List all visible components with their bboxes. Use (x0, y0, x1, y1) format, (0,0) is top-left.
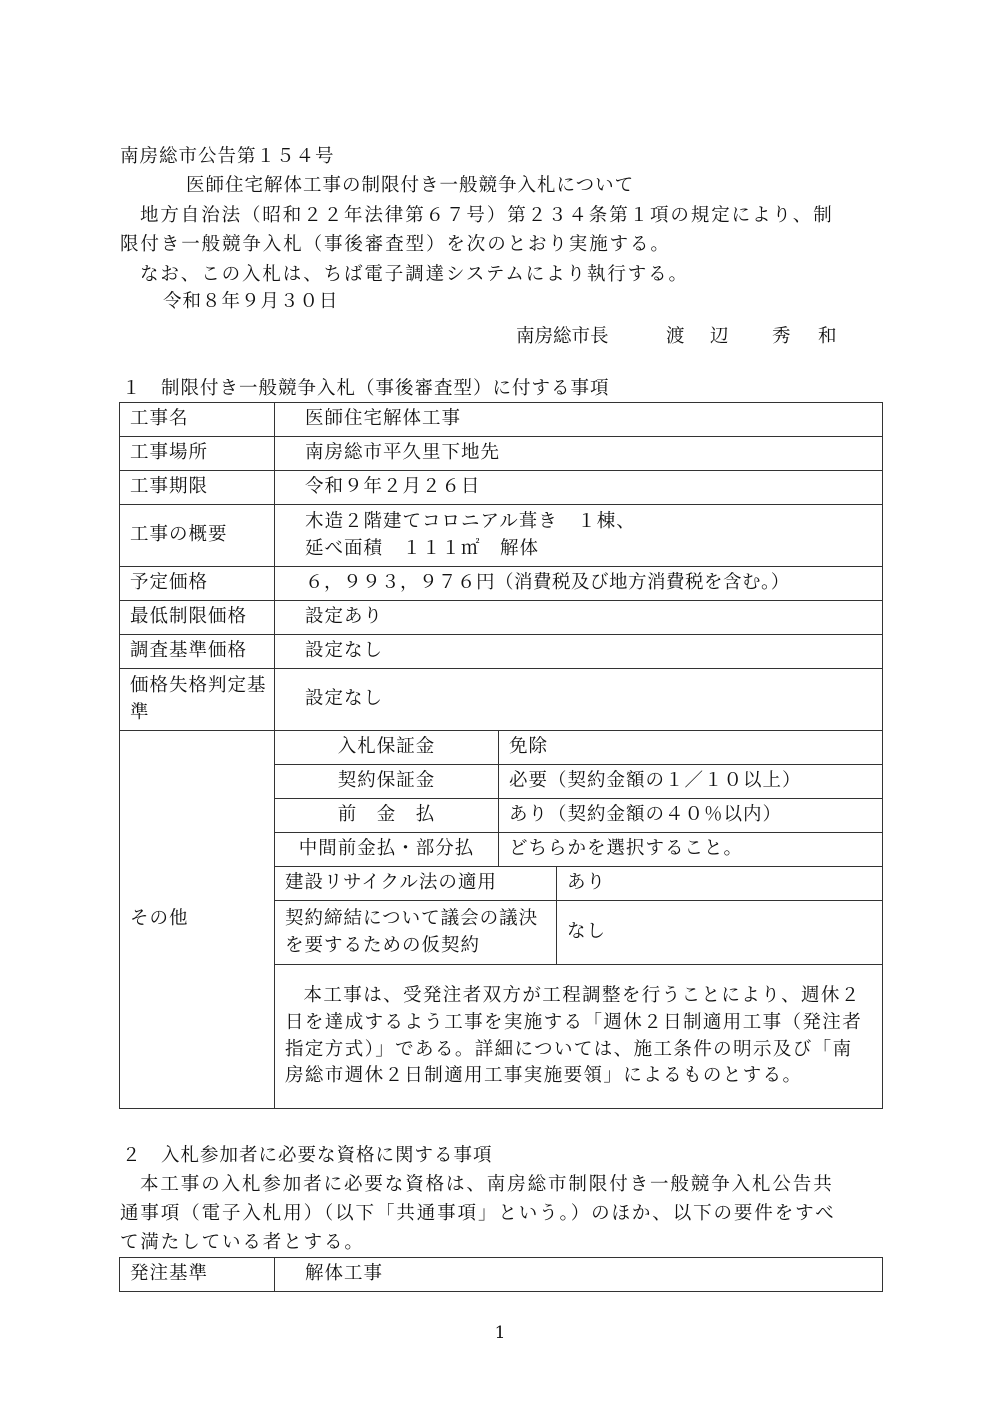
other-label: その他 (120, 731, 275, 1109)
row-label: 工事名 (120, 403, 275, 437)
section2-body-3: て満たしている者とする。 (120, 1232, 365, 1253)
row-value: 医師住宅解体工事 (275, 403, 883, 437)
table-row (120, 669, 883, 731)
row-label: 調査基準価格 (120, 635, 275, 669)
table-row (120, 601, 883, 635)
sub-value: なし (557, 901, 883, 965)
mayor-title: 南房総市長 (516, 326, 609, 347)
sub-label: 入札保証金 (275, 731, 499, 765)
mayor-name-char-2: 辺 (710, 326, 729, 347)
sub-label: 中間前金払・部分払 (275, 833, 499, 867)
sub-value: 免除 (499, 731, 883, 765)
body-line-3: なお、この入札は、ちば電子調達システムにより執行する。 (140, 264, 689, 285)
sub-value: あり（契約金額の４０％以内） (499, 799, 883, 833)
overview-line-2: 延べ面積 １１１㎡ 解体 (305, 537, 540, 559)
row-label: 工事の概要 (120, 505, 275, 567)
body-line-1: 地方自治法（昭和２２年法律第６７号）第２３４条第１項の規定により、制 (140, 205, 834, 226)
sub-value: どちらかを選択すること。 (499, 833, 883, 867)
overview-line-1: 木造２階建てコロニアル葺き １棟、 (305, 510, 636, 532)
sub-label: 建設リサイクル法の適用 (275, 867, 557, 901)
table-row (120, 403, 883, 437)
row-label: 工事場所 (120, 437, 275, 471)
row-label: 最低制限価格 (120, 601, 275, 635)
row-value: 設定なし (275, 635, 883, 669)
page-number: 1 (494, 1323, 506, 1343)
mayor-name-char-3: 秀 (772, 326, 791, 347)
mayor-name-char-1: 渡 (666, 326, 685, 347)
row-value: 設定なし (275, 669, 883, 731)
mayor-name-char-4: 和 (818, 326, 837, 347)
row-value: 解体工事 (275, 1258, 883, 1292)
body-line-2: 限付き一般競争入札（事後審査型）を次のとおり実施する。 (120, 234, 671, 255)
row-label: 発注基準 (120, 1258, 275, 1292)
row-value (275, 505, 883, 567)
section1-table (119, 402, 883, 1109)
table-row (120, 1258, 883, 1292)
row-value: 設定あり (275, 601, 883, 635)
table-row (120, 505, 883, 567)
notice-date: 令和８年９月３０日 (163, 291, 339, 312)
notice-number: 南房総市公告第１５４号 (120, 146, 335, 167)
other-note: 本工事は、受発注者双方が工程調整を行うことにより、週休２日を達成するよう工事を実施する「週休２日制適用工事（発注者指定方式）」である。詳細については、施工条件の明示及び「南房総市週休２日制適用工事実施要領」によるものとする。 (275, 965, 883, 1109)
table-row (120, 437, 883, 471)
row-value: 南房総市平久里下地先 (275, 437, 883, 471)
section2-body-1: 本工事の入札参加者に必要な資格は、南房総市制限付き一般競争入札公告共 (140, 1174, 834, 1195)
sub-value: あり (557, 867, 883, 901)
row-value: ６，９９３，９７６円（消費税及び地方消費税を含む。） (275, 567, 883, 601)
table-row (120, 635, 883, 669)
row-value: 令和９年２月２６日 (275, 471, 883, 505)
table-row (120, 731, 883, 765)
sub-value: 必要（契約金額の１／１０以上） (499, 765, 883, 799)
sub-label: 前 金 払 (275, 799, 499, 833)
section1-heading: １ 制限付き一般競争入札（事後審査型）に付する事項 (122, 378, 610, 399)
row-label: 価格失格判定基準 (120, 669, 275, 731)
section2-heading: ２ 入札参加者に必要な資格に関する事項 (122, 1145, 493, 1166)
sub-label: 契約保証金 (275, 765, 499, 799)
section2-table (119, 1257, 883, 1292)
table-row (120, 471, 883, 505)
section2-body-2: 通事項（電子入札用）（以下「共通事項」という。）のほか、以下の要件をすべ (120, 1203, 836, 1224)
notice-title: 医師住宅解体工事の制限付き一般競争入札について (186, 175, 635, 196)
row-label: 予定価格 (120, 567, 275, 601)
row-label: 工事期限 (120, 471, 275, 505)
sub-label: 契約締結について議会の議決を要するための仮契約 (275, 901, 557, 965)
table-row (120, 567, 883, 601)
